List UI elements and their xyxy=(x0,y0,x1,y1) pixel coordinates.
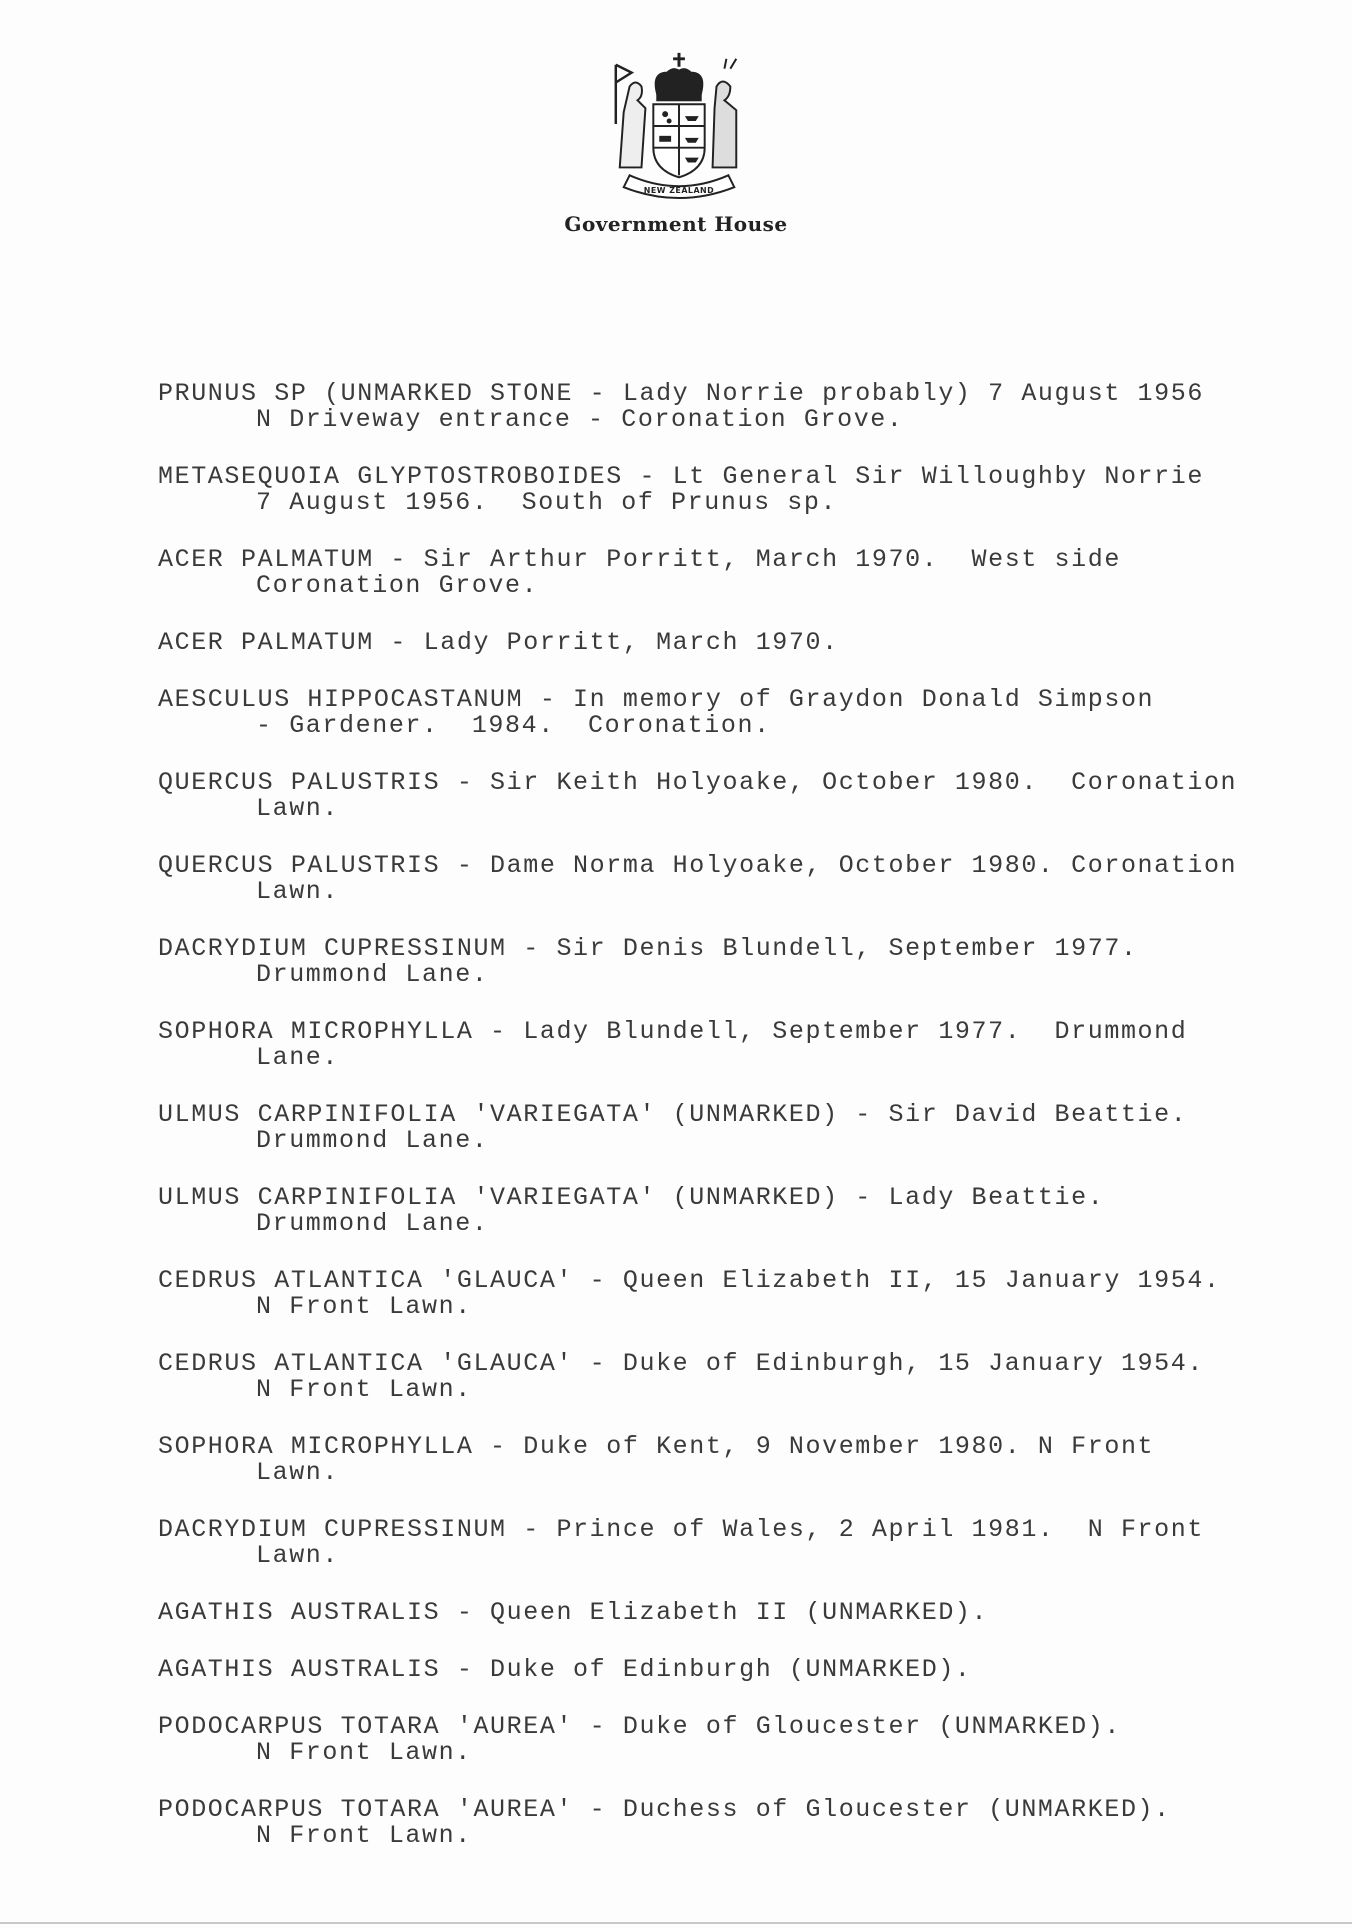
entry-line-2: Drummond Lane. xyxy=(256,1126,489,1155)
list-item xyxy=(158,1600,1308,1626)
crest-motto: NEW ZEALAND xyxy=(643,186,715,196)
entry-line-2: N Front Lawn. xyxy=(256,1292,472,1321)
entry-line-1: AGATHIS AUSTRALIS - Duke of Edinburgh (UNMARKED). xyxy=(158,1655,972,1684)
list-item xyxy=(158,1185,1308,1237)
entry-line-2: Lawn. xyxy=(256,1458,340,1487)
list-item xyxy=(158,381,1308,433)
entry-line-1: AESCULUS HIPPOCASTANUM - In memory of Graydon Donald Simpson xyxy=(158,685,1155,714)
entry-line-2: Lawn. xyxy=(256,877,340,906)
entry-line-1: AGATHIS AUSTRALIS - Queen Elizabeth II (UNMARKED). xyxy=(158,1598,989,1627)
entry-line-2: Coronation Grove. xyxy=(256,571,539,600)
entry-line-2: N Driveway entrance - Coronation Grove. xyxy=(256,405,904,434)
entry-line-2: Drummond Lane. xyxy=(256,1209,489,1238)
list-item xyxy=(158,687,1308,739)
entry-line-1: PODOCARPUS TOTARA 'AUREA' - Duchess of Gloucester (UNMARKED). xyxy=(158,1795,1171,1824)
planting-list xyxy=(158,381,1308,1880)
list-item xyxy=(158,1268,1308,1320)
page-edge-divider xyxy=(0,1922,1352,1924)
list-item xyxy=(158,547,1308,599)
entry-line-1: ACER PALMATUM - Lady Porritt, March 1970. xyxy=(158,628,839,657)
list-item xyxy=(158,630,1308,656)
entry-line-1: CEDRUS ATLANTICA 'GLAUCA' - Duke of Edinburgh, 15 January 1954. xyxy=(158,1349,1204,1378)
entry-line-2: Drummond Lane. xyxy=(256,960,489,989)
entry-line-1: METASEQUOIA GLYPTOSTROBOIDES - Lt General Sir Willoughby Norrie xyxy=(158,462,1204,491)
list-item xyxy=(158,1019,1308,1071)
entry-line-1: ULMUS CARPINIFOLIA 'VARIEGATA' (UNMARKED) - Sir David Beattie. xyxy=(158,1100,1188,1129)
entry-line-2: Lawn. xyxy=(256,1541,340,1570)
entry-line-1: QUERCUS PALUSTRIS - Dame Norma Holyoake, October 1980. Coronation xyxy=(158,851,1238,880)
list-item xyxy=(158,1434,1308,1486)
entry-line-1: PRUNUS SP (UNMARKED STONE - Lady Norrie probably) 7 August 1956 xyxy=(158,379,1204,408)
entry-line-2: - Gardener. 1984. Coronation. xyxy=(256,711,771,740)
entry-line-1: ACER PALMATUM - Sir Arthur Porritt, March 1970. West side xyxy=(158,545,1121,574)
entry-line-2: N Front Lawn. xyxy=(256,1375,472,1404)
entry-line-1: ULMUS CARPINIFOLIA 'VARIEGATA' (UNMARKED) - Lady Beattie. xyxy=(158,1183,1105,1212)
list-item xyxy=(158,464,1308,516)
entry-line-2: 7 August 1956. South of Prunus sp. xyxy=(256,488,838,517)
list-item xyxy=(158,936,1308,988)
entry-line-1: QUERCUS PALUSTRIS - Sir Keith Holyoake, October 1980. Coronation xyxy=(158,768,1238,797)
coat-of-arms-logo xyxy=(600,46,758,200)
list-item xyxy=(158,1517,1308,1569)
entry-line-1: PODOCARPUS TOTARA 'AUREA' - Duke of Gloucester (UNMARKED). xyxy=(158,1712,1121,1741)
entry-line-2: Lane. xyxy=(256,1043,340,1072)
list-item xyxy=(158,1102,1308,1154)
entry-line-1: DACRYDIUM CUPRESSINUM - Sir Denis Blundell, September 1977. xyxy=(158,934,1138,963)
list-item xyxy=(158,770,1308,822)
list-item xyxy=(158,1351,1308,1403)
letterhead-title: Government House xyxy=(564,212,788,236)
list-item xyxy=(158,1797,1308,1849)
list-item xyxy=(158,1714,1308,1766)
list-item xyxy=(158,1657,1308,1683)
entry-line-1: CEDRUS ATLANTICA 'GLAUCA' - Queen Elizabeth II, 15 January 1954. xyxy=(158,1266,1221,1295)
list-item xyxy=(158,853,1308,905)
entry-line-1: DACRYDIUM CUPRESSINUM - Prince of Wales, 2 April 1981. N Front xyxy=(158,1515,1204,1544)
entry-line-1: SOPHORA MICROPHYLLA - Lady Blundell, September 1977. Drummond xyxy=(158,1017,1188,1046)
entry-line-1: SOPHORA MICROPHYLLA - Duke of Kent, 9 November 1980. N Front xyxy=(158,1432,1155,1461)
entry-line-2: N Front Lawn. xyxy=(256,1821,472,1850)
entry-line-2: N Front Lawn. xyxy=(256,1738,472,1767)
entry-line-2: Lawn. xyxy=(256,794,340,823)
